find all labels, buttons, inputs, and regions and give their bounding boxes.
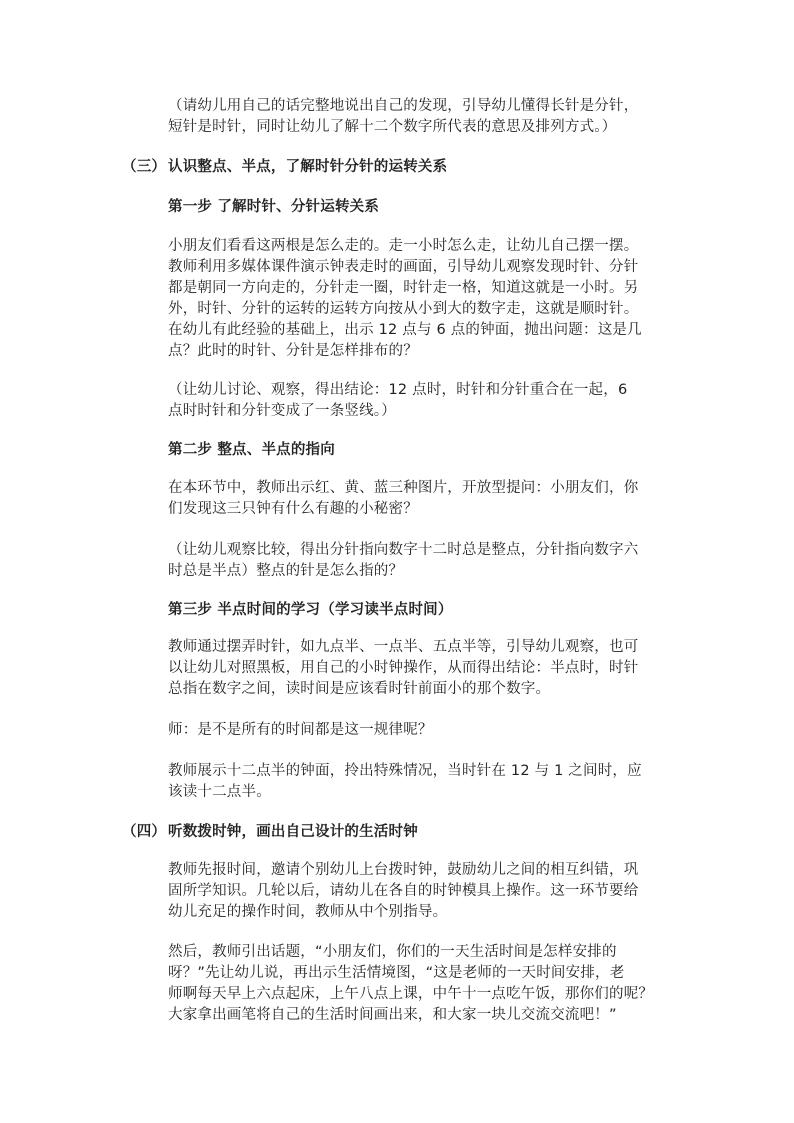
section-title: 认识整点、半点，了解时针分针的运转关系 bbox=[168, 159, 448, 175]
paragraph-conclusion-12-6 bbox=[168, 380, 627, 422]
text-line: 教师展示十二点半的钟面，拎出特殊情况，当时针在 12 与 1 之间时，应 bbox=[168, 763, 642, 779]
text-line: （让幼儿讨论、观察，得出结论：12 点时，时针和分针重合在一起，6 bbox=[168, 382, 628, 398]
paragraph-special-case bbox=[168, 761, 642, 803]
section-title: 听数拨时钟，画出自己设计的生活时钟 bbox=[168, 824, 418, 840]
paragraph-clock-hands bbox=[168, 236, 642, 362]
section-number: （四） bbox=[122, 824, 167, 840]
paragraph-half-hour bbox=[168, 637, 638, 700]
paragraph-discovery-summary bbox=[168, 96, 638, 138]
paragraph-teacher-question bbox=[168, 720, 433, 741]
text-line: 然后，教师引出话题，“小朋友们，你们的一天生活时间是怎样安排的 bbox=[168, 944, 617, 960]
text-line: 固所学知识。几轮以后，请幼儿在各自的时钟模具上操作。这一环节要给 bbox=[168, 883, 639, 899]
text-line: 时总是半点）整点的针是怎么指的？ bbox=[168, 563, 404, 579]
text-line: （让幼儿观察比较，得出分针指向数字十二时总是整点，分针指向数字六 bbox=[168, 542, 639, 558]
text-line: 点？此时的时针、分针是怎样排布的？ bbox=[168, 343, 418, 359]
step-heading-2: 第二步 整点、半点的指向 bbox=[168, 442, 335, 458]
section-number: （三） bbox=[122, 159, 167, 175]
section-heading-4 bbox=[122, 822, 418, 843]
text-line: 该读十二点半。 bbox=[168, 784, 271, 800]
paragraph-daily-schedule bbox=[168, 942, 653, 1026]
section-heading-3 bbox=[122, 157, 447, 178]
text-line: 教师通过摆弄时针，如九点半、一点半、五点半等，引导幼儿观察，也可 bbox=[168, 639, 639, 655]
text-line: 短针是时针，同时让幼儿了解十二个数字所代表的意思及排列方式。） bbox=[168, 119, 617, 135]
text-line: 以让幼儿对照黑板，用自己的小时钟操作，从而得出结论：半点时，时针 bbox=[168, 660, 639, 676]
text-line: 点时时针和分针变成了一条竖线。） bbox=[168, 403, 396, 419]
paragraph-compare bbox=[168, 540, 638, 582]
text-line: 教师先报时间，邀请个别幼儿上台拨时钟，鼓励幼儿之间的相互纠错，巩 bbox=[168, 862, 639, 878]
paragraph-practice bbox=[168, 860, 638, 923]
text-line: 教师利用多媒体课件演示钟表走时的画面，引导幼儿观察发现时针、分针 bbox=[168, 259, 639, 275]
text-line: 们发现这三只钟有什么有趣的小秘密？ bbox=[168, 501, 418, 517]
paragraph-three-clocks bbox=[168, 478, 638, 520]
text-line: 在本环节中，教师出示红、黄、蓝三种图片，开放型提问：小朋友们，你 bbox=[168, 480, 639, 496]
text-line: （请幼儿用自己的话完整地说出自己的发现，引导幼儿懂得长针是分针， bbox=[168, 98, 639, 114]
text-line: 外，时针、分针的运转的运转方向按从小到大的数字走，这就是顺时针。 bbox=[168, 301, 639, 317]
text-line: 小朋友们看看这两根是怎么走的。走一小时怎么走，让幼儿自己摆一摆。 bbox=[168, 238, 639, 254]
step-heading-3: 第三步 半点时间的学习（学习读半点时间） bbox=[168, 602, 453, 618]
text-line: 大家拿出画笔将自己的生活时间画出来，和大家一块儿交流交流吧！” bbox=[168, 1007, 617, 1023]
text-line: 幼儿充足的操作时间，教师从中个别指导。 bbox=[168, 904, 448, 920]
text-line: 在幼儿有此经验的基础上，出示 12 点与 6 点的钟面，抛出问题：这是几 bbox=[168, 322, 642, 338]
text-line: 呀？”先让幼儿说，再出示生活情境图，“这是老师的一天时间安排，老 bbox=[168, 965, 625, 981]
step-heading-1: 第一步 了解时针、分针运转关系 bbox=[168, 199, 380, 215]
text-line: 师啊每天早上六点起床，上午八点上课，中午十一点吃午饭，那你们的呢？ bbox=[168, 986, 654, 1002]
text-line: 总指在数字之间，读时间是应该看时针前面小的那个数字。 bbox=[168, 681, 551, 697]
text-line: 师：是不是所有的时间都是这一规律呢？ bbox=[168, 722, 433, 738]
text-line: 都是朝同一方向走的，分针走一圈，时针走一格，知道这就是一小时。另 bbox=[168, 280, 639, 296]
